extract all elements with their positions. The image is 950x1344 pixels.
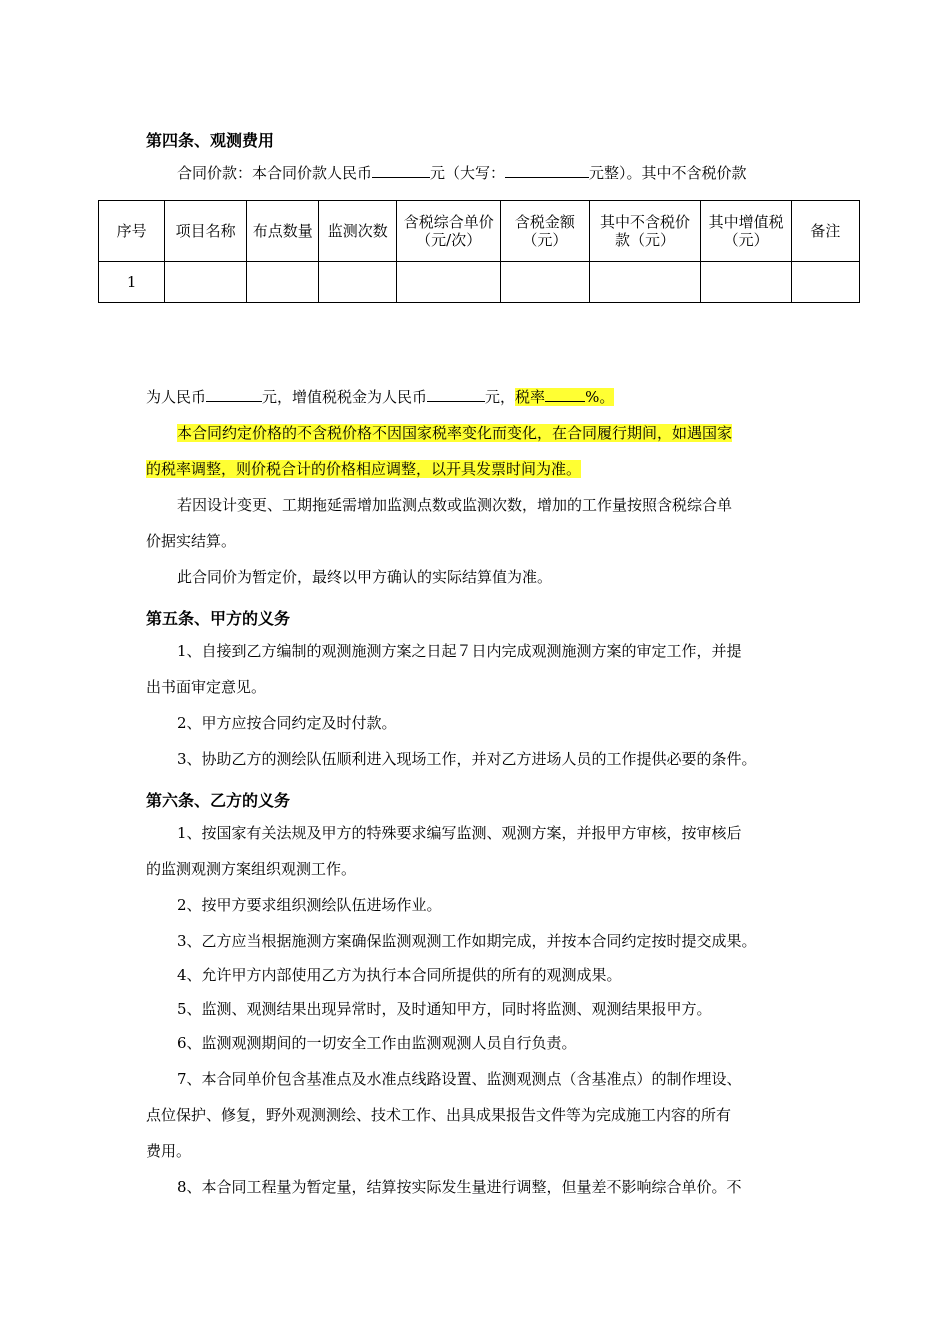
header-cell: 备注	[791, 201, 859, 262]
table-cell	[397, 262, 501, 303]
section4-heading: 第四条、观测费用	[146, 131, 275, 150]
price-words-blank	[505, 163, 589, 178]
table-cell	[791, 262, 859, 303]
header-cell: 布点数量	[247, 201, 319, 262]
table-cell	[247, 262, 319, 303]
paragraph-line: 6、监测观测期间的一切安全工作由监测观测人员自行负责。	[177, 1034, 577, 1052]
tax-rate-blank	[545, 387, 585, 402]
paragraph-line: 3、协助乙方的测绘队伍顺利进入现场工作，并对乙方进场人员的工作提供必要的条件。	[177, 750, 757, 768]
highlight-text-2: 的税率调整，则价税合计的价格相应调整，以开具发票时间为准。	[146, 460, 582, 478]
tax-c: 元，	[485, 388, 516, 406]
table-cell	[501, 262, 589, 303]
price-prefix: 合同价款：本合同价款人民币	[177, 164, 373, 182]
vat-blank	[427, 387, 485, 402]
price-blank	[372, 163, 430, 178]
paragraph-line: 若因设计变更、工期拖延需增加监测点数或监测次数，增加的工作量按照含税综合单	[177, 496, 733, 514]
paragraph-line: 2、甲方应按合同约定及时付款。	[177, 714, 397, 732]
tax-a: 为人民币	[146, 388, 207, 406]
tax-b: 元，增值税税金为人民币	[262, 388, 428, 406]
tax-rate-highlight	[515, 388, 614, 406]
header-cell: 含税综合单价（元/次）	[397, 201, 501, 262]
header-cell: 序号	[99, 201, 165, 262]
paragraph-line: 4、允许甲方内部使用乙方为执行本合同所提供的所有的观测成果。	[177, 966, 622, 984]
paragraph-line: 8、本合同工程量为暂定量，结算按实际发生量进行调整，但量差不影响综合单价。不	[177, 1178, 742, 1196]
paragraph-line: 的监测观测方案组织观测工作。	[146, 860, 357, 878]
untaxed-blank	[206, 387, 262, 402]
table-cell	[319, 262, 397, 303]
highlight-line-2	[146, 458, 581, 480]
paragraph-line: 3、乙方应当根据施测方案确保监测观测工作如期完成，并按本合同约定按时提交成果。	[177, 932, 757, 950]
tax-rate-label: 税率	[515, 388, 546, 406]
table-cell	[701, 262, 791, 303]
header-cell: 监测次数	[319, 201, 397, 262]
highlight-text-1: 本合同约定价格的不含税价格不因国家税率变化而变化，在合同履行期间，如遇国家	[177, 424, 733, 442]
paragraph-line: 出书面审定意见。	[146, 678, 267, 696]
paragraph-line: 此合同价为暂定价，最终以甲方确认的实际结算值为准。	[177, 568, 553, 586]
contract-price-line	[177, 162, 747, 184]
highlight-line-1	[177, 422, 732, 444]
paragraph-line: 5、监测、观测结果出现异常时，及时通知甲方，同时将监测、观测结果报甲方。	[177, 1000, 712, 1018]
header-cell: 项目名称	[165, 201, 247, 262]
table-cell	[589, 262, 701, 303]
table-header-row	[99, 201, 860, 262]
section5-heading: 第五条、甲方的义务	[146, 609, 291, 628]
fee-table	[98, 200, 860, 303]
paragraph-line: 1、自接到乙方编制的观测施测方案之日起７日内完成观测施测方案的审定工作，并提	[177, 642, 742, 660]
tax-rate-suffix: %。	[585, 388, 615, 406]
paragraph-line: 2、按甲方要求组织测绘队伍进场作业。	[177, 896, 442, 914]
header-cell: 含税金额（元）	[501, 201, 589, 262]
header-cell: 其中增值税（元）	[701, 201, 791, 262]
price-mid: 元（大写：	[430, 164, 506, 182]
table-cell: 1	[99, 262, 165, 303]
paragraph-line: 点位保护、修复，野外观测测绘、技术工作、出具成果报告文件等为完成施工内容的所有	[146, 1106, 732, 1124]
price-suffix: 元整）。其中不含税价款	[589, 164, 747, 182]
table-row	[99, 262, 860, 303]
paragraph-line: 费用。	[146, 1142, 192, 1160]
section6-heading: 第六条、乙方的义务	[146, 791, 291, 810]
paragraph-line: 1、按国家有关法规及甲方的特殊要求编写监测、观测方案，并报甲方审核，按审核后	[177, 824, 742, 842]
tax-amount-line	[146, 386, 614, 408]
paragraph-line: 价据实结算。	[146, 532, 237, 550]
paragraph-line: 7、本合同单价包含基准点及水准点线路设置、监测观测点（含基准点）的制作埋设、	[177, 1070, 742, 1088]
table-cell	[165, 262, 247, 303]
header-cell: 其中不含税价款（元）	[589, 201, 701, 262]
